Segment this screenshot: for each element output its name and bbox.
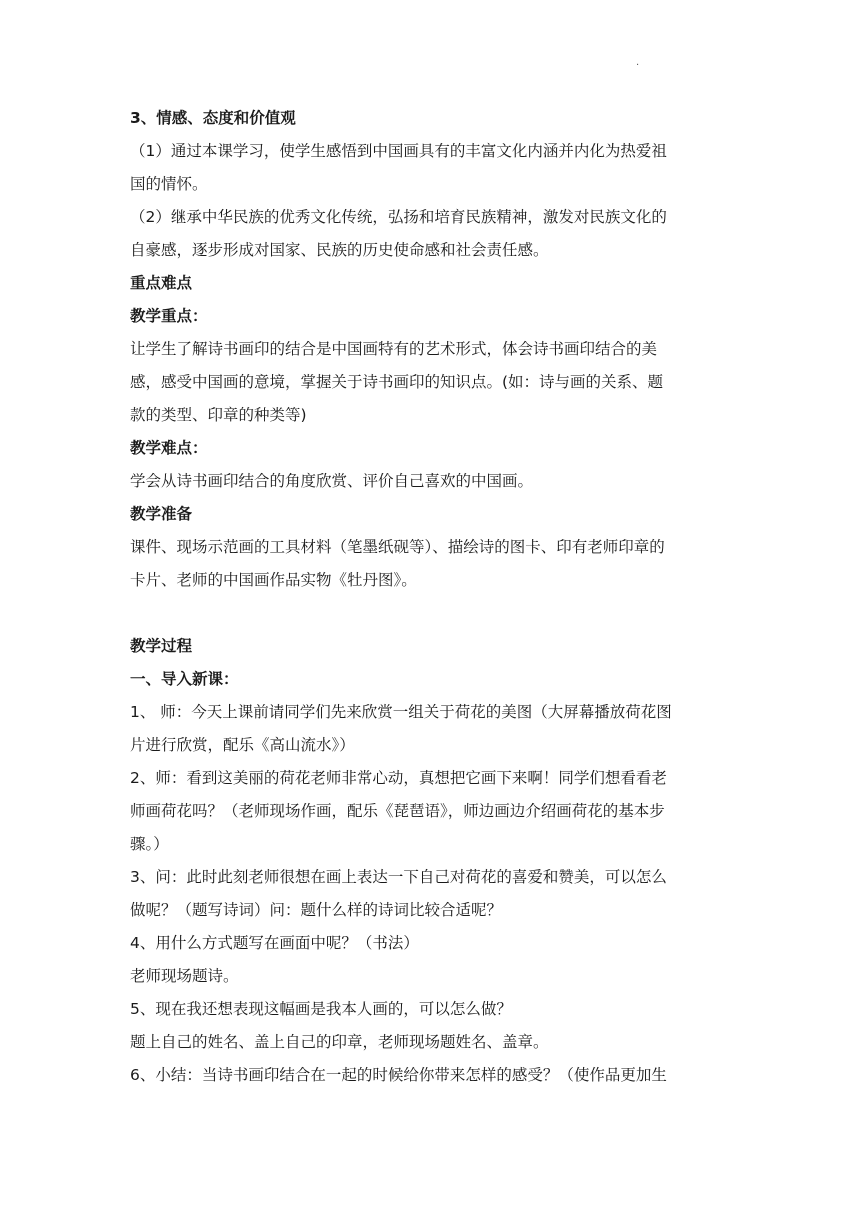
paragraph-line: 做呢？（题写诗词）问：题什么样的诗词比较合适呢？ xyxy=(130,901,503,919)
paragraph-line: 自豪感，逐步形成对国家、民族的历史使命感和社会责任感。 xyxy=(130,241,549,259)
paragraph-line: 片进行欣赏，配乐《高山流水》） xyxy=(130,736,355,754)
paragraph-line: 师画荷花吗？（老师现场作画，配乐《琵琶语》，师边画边介绍画荷花的基本步 xyxy=(130,802,665,820)
subheading-teaching-focus: 教学重点： xyxy=(130,307,208,325)
section-heading-process: 教学过程 xyxy=(130,637,193,655)
paragraph-line: （1）通过本课学习，使学生感悟到中国画具有的丰富文化内涵并内化为热爱祖 xyxy=(130,142,667,160)
paragraph-line: （2）继承中华民族的优秀文化传统，弘扬和培育民族精神，激发对民族文化的 xyxy=(130,208,667,226)
paragraph-line: 国的情怀。 xyxy=(130,175,208,193)
header-dot: . xyxy=(636,57,640,68)
paragraph-line: 课件、现场示范画的工具材料（笔墨纸砚等）、描绘诗的图卡、印有老师印章的 xyxy=(130,538,665,556)
subheading-introduction: 一、导入新课： xyxy=(130,670,239,688)
paragraph-line: 3、问：此时此刻老师很想在画上表达一下自己对荷花的喜爱和赞美，可以怎么 xyxy=(130,868,667,886)
document-body xyxy=(130,102,736,1092)
paragraph-line: 老师现场题诗。 xyxy=(130,967,239,985)
subheading-teaching-difficulty: 教学难点： xyxy=(130,439,208,457)
paragraph-line: 6、小结：当诗书画印结合在一起的时候给你带来怎样的感受？（使作品更加生 xyxy=(130,1066,667,1084)
paragraph-line: 5、现在我还想表现这幅画是我本人画的，可以怎么做？ xyxy=(130,1000,512,1018)
blank-line xyxy=(130,597,736,630)
paragraph-line: 题上自己的姓名、盖上自己的印章，老师现场题姓名、盖章。 xyxy=(130,1033,549,1051)
paragraph-line: 卡片、老师的中国画作品实物《牡丹图》。 xyxy=(130,571,417,589)
section-heading-emotion: 3、情感、态度和价值观 xyxy=(130,109,296,127)
paragraph-line: 学会从诗书画印结合的角度欣赏、评价自己喜欢的中国画。 xyxy=(130,472,534,490)
paragraph-line: 1、 师：今天上课前请同学们先来欣赏一组关于荷花的美图（大屏幕播放荷花图 xyxy=(130,703,672,721)
paragraph-line: 2、师：看到这美丽的荷花老师非常心动，真想把它画下来啊！同学们想看看老 xyxy=(130,769,667,787)
paragraph-line: 款的类型、印章的种类等) xyxy=(130,406,307,424)
paragraph-line: 让学生了解诗书画印的结合是中国画特有的艺术形式，体会诗书画印结合的美 xyxy=(130,340,658,358)
section-heading-preparation: 教学准备 xyxy=(130,505,193,523)
paragraph-line: 感，感受中国画的意境，掌握关于诗书画印的知识点。(如：诗与画的关系、题 xyxy=(130,373,664,391)
paragraph-line: 4、用什么方式题写在画面中呢？（书法） xyxy=(130,934,419,952)
paragraph-line: 骤。） xyxy=(130,835,169,853)
section-heading-key-points: 重点难点 xyxy=(130,274,193,292)
